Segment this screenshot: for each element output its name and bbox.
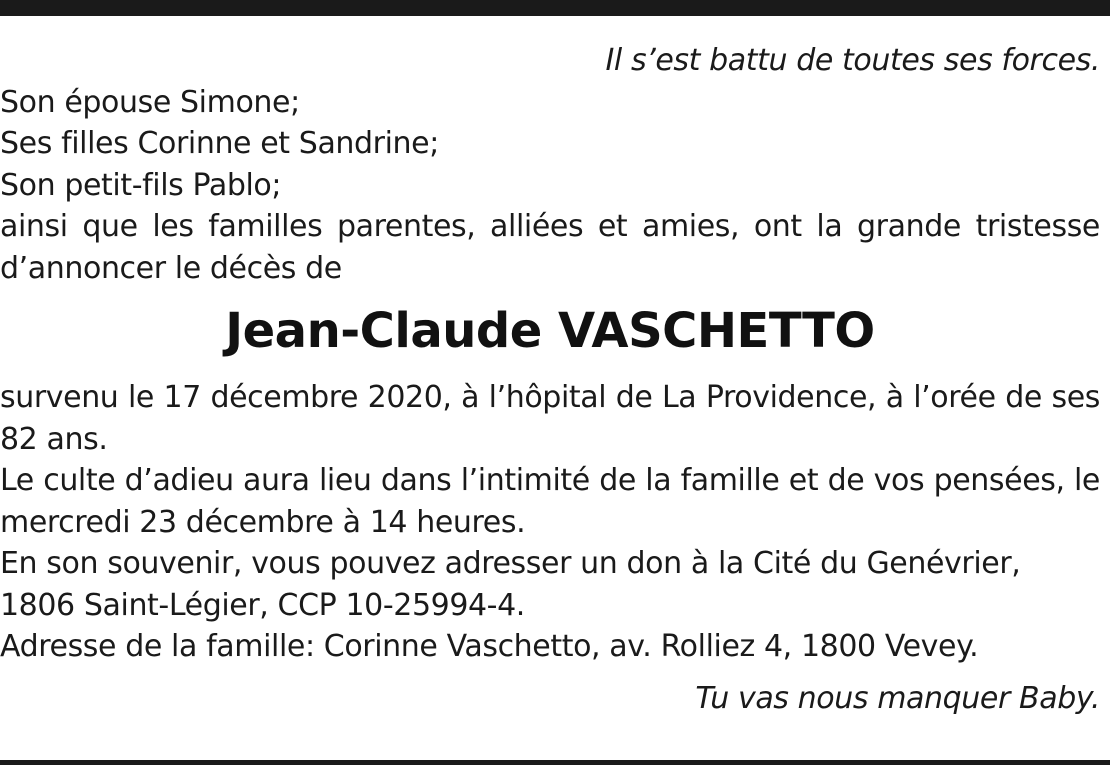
bottom-rule (0, 760, 1110, 765)
announcement: ainsi que les familles parentes, alliées et amies, ont la grande tristesse d’annoncer le décès de (0, 209, 1100, 286)
death-info: survenu le 17 décembre 2020, à l’hôpital de La Providence, à l’orée de ses 82 ans. (0, 380, 1100, 457)
deceased-name: Jean-Claude VASCHETTO (225, 303, 875, 359)
family-address: Adresse de la famille: Corinne Vaschetto, av. Rolliez 4, 1800 Vevey. (0, 629, 979, 664)
closing-phrase: Tu vas nous manquer Baby. (695, 680, 1100, 716)
obituary-notice (0, 40, 1100, 719)
donation-line-1: En son souvenir, vous pouvez adresser un don à la Cité du Genévrier, (0, 546, 1021, 581)
motto: Il s’est battu de toutes ses forces. (605, 43, 1100, 78)
family-line-spouse: Son épouse Simone; (0, 84, 300, 120)
donation-line-2: 1806 Saint-Légier, CCP 10-25994-4. (0, 587, 525, 623)
ceremony-info: Le culte d’adieu aura lieu dans l’intimité de la famille et de vos pensées, le mercredi 23 décembre à 14 heures. (0, 463, 1100, 540)
top-rule (0, 0, 1110, 16)
family-line-daughters: Ses filles Corinne et Sandrine; (0, 126, 439, 161)
family-line-grandson: Son petit-fils Pablo; (0, 167, 282, 203)
